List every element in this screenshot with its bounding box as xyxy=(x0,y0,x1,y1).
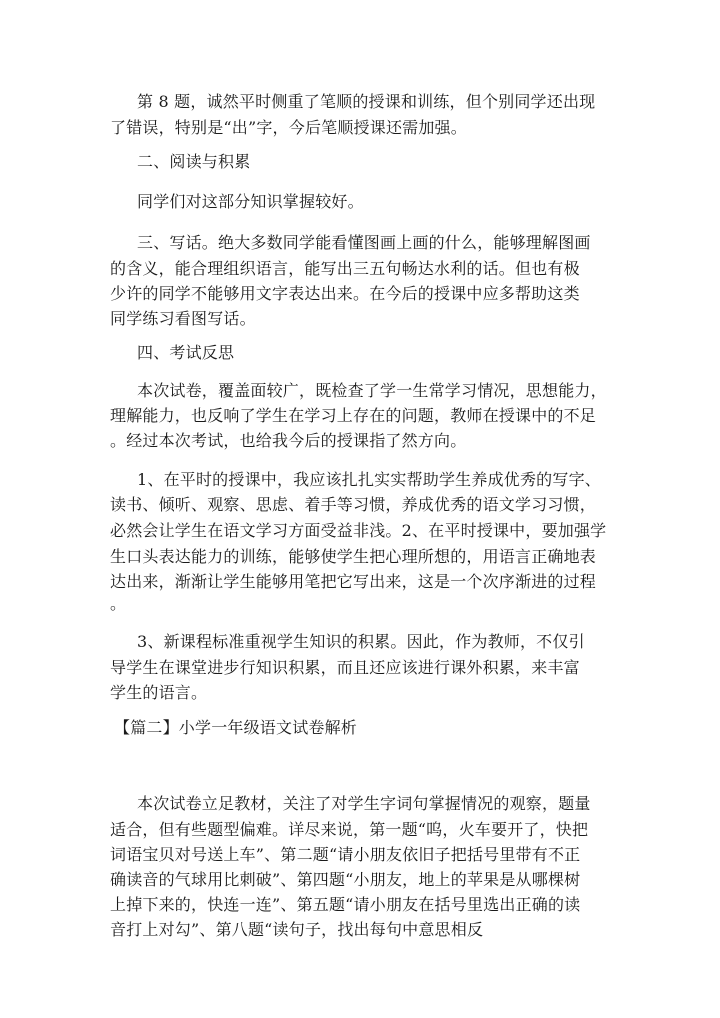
heading-reflection: 四、考试反思 xyxy=(137,343,235,362)
paragraph-analysis-line: 音打上对勾”、第八题“读句子，找出每句中意思相反 xyxy=(110,920,484,939)
paragraph-point3-line: 3、新课程标准重视学生知识的积累。因此，作为教师，不仅引 xyxy=(137,632,585,651)
paragraph-writing-line: 同学练习看图写话。 xyxy=(110,309,256,328)
paragraph-reading-line: 同学们对这部分知识掌握较好。 xyxy=(137,192,364,211)
paragraph-q8-line: 第 8 题，诚然平时侧重了笔顺的授课和训练，但个别同学还出现 xyxy=(137,92,596,111)
paragraph-q8-line: 了错误，特别是“出”字，今后笔顺授课还需加强。 xyxy=(110,118,467,137)
paragraph-reflection-line: 理解能力，也反响了学生在学习上存在的问题，教师在授课中的不足 xyxy=(110,406,597,425)
paragraph-points-line: 1、在平时的授课中，我应该扎扎实实帮助学生养成优秀的写字、 xyxy=(137,470,601,489)
section-title: 【篇二】小学一年级语文试卷解析 xyxy=(114,718,358,737)
paragraph-analysis-line: 上掉下来的，快连一连”、第五题“请小朋友在括号里选出正确的读 xyxy=(110,895,581,914)
paragraph-points-line: 生口头表达能力的训练，能够使学生把心理所想的，用语言正确地表 xyxy=(110,547,597,566)
paragraph-points-line: 。 xyxy=(110,594,127,613)
paragraph-analysis-line: 确读音的气球用比刺破”、第四题“小朋友，地上的苹果是从哪棵树 xyxy=(110,870,581,889)
paragraph-analysis-line: 本次试卷立足教材，关注了对学生字词句掌握情况的观察，题量 xyxy=(137,794,591,813)
paragraph-point3-line: 导学生在课堂进步行知识积累，而且还应该进行课外积累，来丰富 xyxy=(110,658,580,677)
paragraph-points-line: 必然会让学生在语文学习方面受益非浅。2、在平时授课中，要加强学 xyxy=(110,521,607,540)
paragraph-writing-line: 的含义，能合理组织语言，能写出三五句畅达水利的话。但也有极 xyxy=(110,259,580,278)
paragraph-writing-line: 少许的同学不能够用文字表达出来。在今后的授课中应多帮助这类 xyxy=(110,284,580,303)
paragraph-analysis-line: 词语宝贝对号送上车”、第二题“请小朋友依旧子把括号里带有不正 xyxy=(110,845,581,864)
paragraph-point3-line: 学生的语言。 xyxy=(110,683,208,702)
paragraph-points-line: 读书、倾听、观察、思虑、着手等习惯，养成优秀的语文学习习惯， xyxy=(110,495,597,514)
paragraph-points-line: 达出来，渐渐让学生能够用笔把它写出来，这是一个次序渐进的过程 xyxy=(110,572,597,591)
paragraph-reflection-line: 。经过本次考试，也给我今后的授课指了然方向。 xyxy=(110,431,467,450)
paragraph-reflection-line: 本次试卷，覆盖面较广，既检查了学一生常学习情况，思想能力， xyxy=(137,381,607,400)
paragraph-analysis-line: 适合，但有些题型偏难。详尽来说，第一题“呜，火车要开了，快把 xyxy=(110,820,589,839)
paragraph-writing-line: 三、写话。绝大多数同学能看懂图画上画的什么，能够理解图画 xyxy=(137,233,591,252)
heading-reading: 二、阅读与积累 xyxy=(137,152,251,171)
